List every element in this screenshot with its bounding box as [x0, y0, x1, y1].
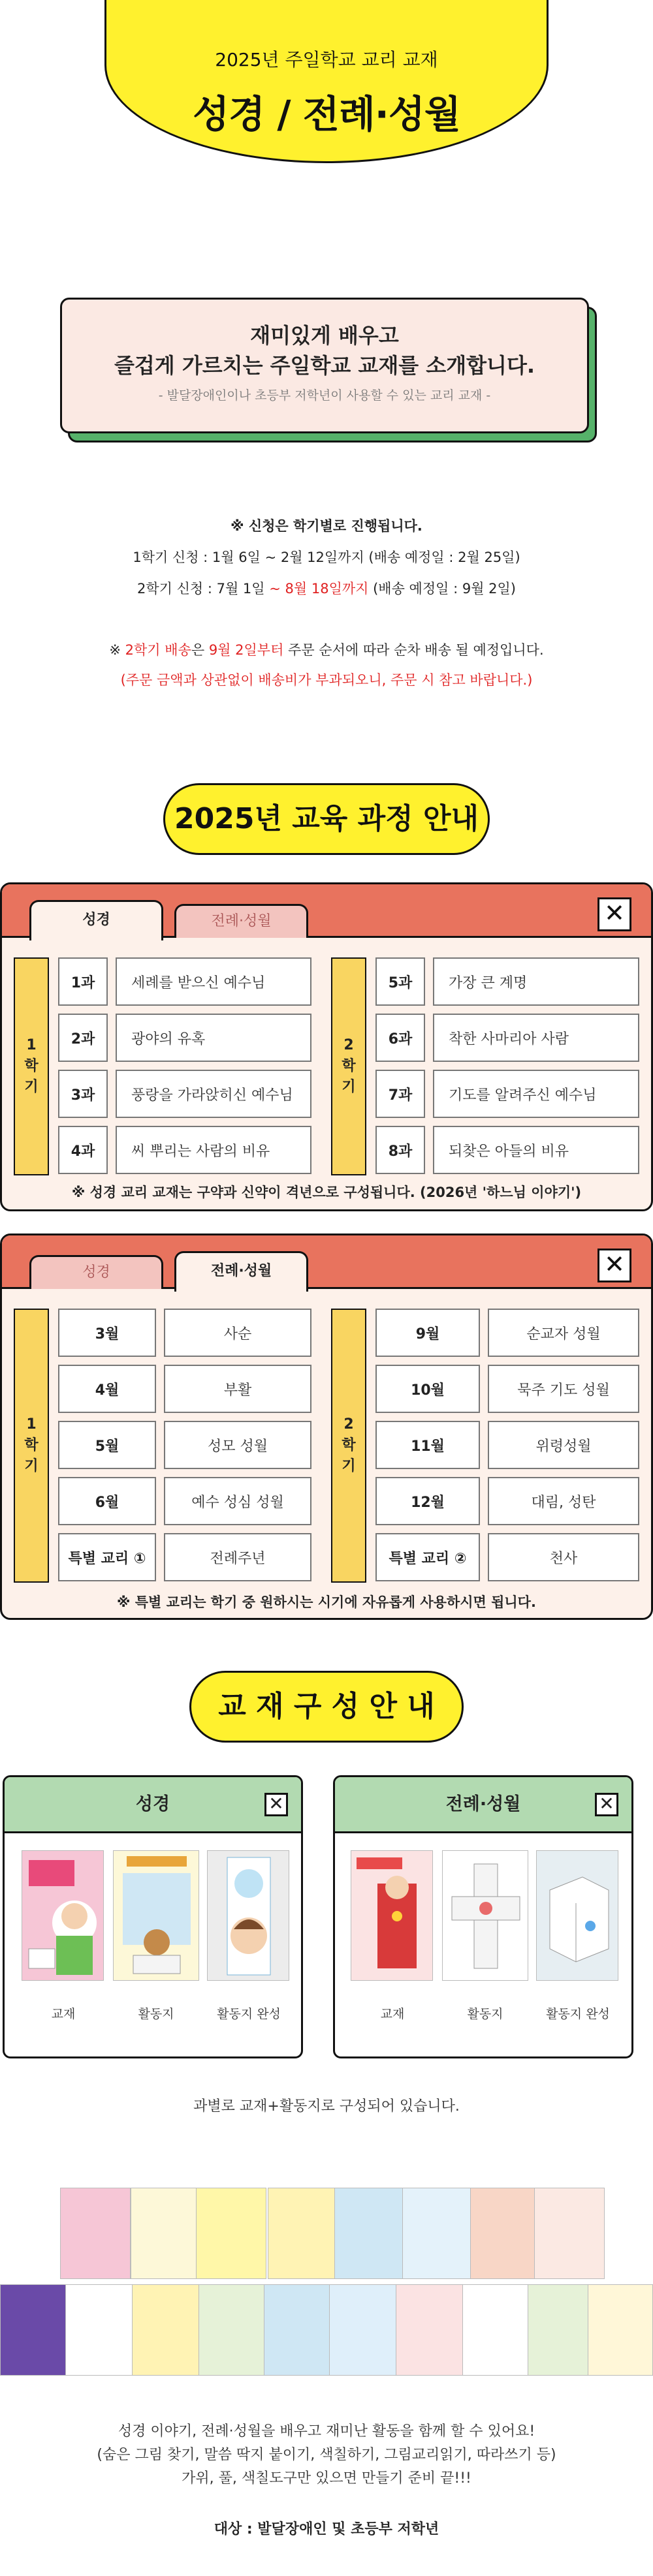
- month-topic: 성모 성월: [164, 1421, 311, 1469]
- lesson-number: 5과: [375, 957, 425, 1006]
- bible-panel: [0, 882, 653, 1211]
- lesson-title: 되찾은 아들의 비유: [433, 1126, 639, 1174]
- close-icon[interactable]: ✕: [597, 897, 631, 931]
- bible-panel-note: ※ 성경 교리 교재는 구약과 신약이 격년으로 구성됩니다. (2026년 '하느님 이야기'): [71, 1185, 582, 1200]
- material-card-liturgy: [333, 1775, 633, 2058]
- tab-bible[interactable]: 성경: [29, 1255, 163, 1289]
- liturgy-panel-note: ※ 특별 교리는 학기 중 원하시는 시기에 자유롭게 사용하시면 됩니다.: [117, 1594, 536, 1610]
- worksheet-complete-illustration: [208, 1851, 289, 1981]
- lesson-number: 3과: [58, 1070, 108, 1118]
- notice-ship-rest: 주문 순서에 따라 순차 배송 될 예정입니다.: [283, 642, 544, 658]
- lesson-title: 광야의 유혹: [116, 1014, 311, 1062]
- bottom-line-3: 가위, 풀, 색칠도구만 있으면 만들기 준비 끝!!!: [182, 2470, 471, 2487]
- material-card-bible: [3, 1775, 303, 2058]
- textbook-illustration: [22, 1851, 104, 1981]
- textbook-thumbnail: [351, 1850, 433, 1981]
- sample-sheet: [60, 2188, 131, 2279]
- lesson-title: 세례를 받으신 예수님: [116, 957, 311, 1006]
- month-topic: 사순: [164, 1309, 311, 1357]
- lesson-number: 7과: [375, 1070, 425, 1118]
- sample-sheet: [462, 2284, 533, 2376]
- notice-sem2-ship: (배송 예정일 : 9월 2일): [368, 581, 516, 597]
- sample-sheet: [196, 2188, 266, 2279]
- worksheet-illustration: [114, 1851, 199, 1981]
- material-card-title: 성경: [5, 1777, 301, 1833]
- sample-sheet: [0, 2284, 71, 2376]
- term-2-label: 2 학 기: [331, 957, 366, 1175]
- intro-line-2: 즐겁게 가르치는 주일학교 교재를 소개합니다.: [114, 353, 535, 378]
- lesson-number: 8과: [375, 1126, 425, 1174]
- month-label: 9월: [375, 1309, 480, 1357]
- lesson-title: 풍랑을 가라앉히신 예수님: [116, 1070, 311, 1118]
- sample-sheet: [264, 2284, 334, 2376]
- close-icon[interactable]: ✕: [264, 1793, 288, 1816]
- notice-ship-particle: 은: [191, 642, 209, 658]
- notice-ship-date: 9월 2일부터: [208, 642, 284, 658]
- sample-sheet: [329, 2284, 400, 2376]
- worksheet-complete-illustration: [537, 1851, 618, 1981]
- month-topic: 천사: [488, 1533, 639, 1581]
- notice-ship-mark: ※: [109, 642, 125, 658]
- sample-sheet: [268, 2188, 338, 2279]
- caption-textbook: 교재: [380, 2007, 405, 2021]
- month-label: 12월: [375, 1477, 480, 1525]
- lesson-title: 가장 큰 계명: [433, 957, 639, 1006]
- month-topic: 위령성월: [488, 1421, 639, 1469]
- sample-sheet: [65, 2284, 136, 2376]
- worksheet-illustration: [443, 1851, 528, 1981]
- sample-sheet: [132, 2284, 202, 2376]
- hero-subtitle: 2025년 주일학교 교리 교재: [215, 49, 438, 70]
- liturgy-panel: [0, 1234, 653, 1620]
- textbook-thumbnail: [22, 1850, 104, 1981]
- sample-sheet: [131, 2188, 201, 2279]
- close-icon[interactable]: ✕: [597, 1249, 631, 1282]
- hero-title: 성경 / 전례·성월: [193, 92, 460, 136]
- caption-worksheet-complete: 활동지 완성: [217, 2007, 281, 2021]
- tab-bible[interactable]: 성경: [29, 900, 163, 940]
- worksheet-complete-thumbnail: [536, 1850, 618, 1981]
- notice-fee: (주문 금액과 상관없이 배송비가 부과되오니, 주문 시 참고 바랍니다.): [120, 672, 533, 688]
- sample-sheet: [470, 2188, 541, 2279]
- month-topic: 부활: [164, 1365, 311, 1413]
- tab-liturgy[interactable]: 전례·성월: [174, 904, 308, 938]
- notice-sem2: [0, 578, 653, 598]
- month-topic: 묵주 기도 성월: [488, 1365, 639, 1413]
- notice-sem1: 1학기 신청 : 1월 6일 ~ 2월 12일까지 (배송 예정일 : 2월 25일): [133, 550, 520, 565]
- notice-sem2-deadline: ~ 8월 18일까지: [269, 581, 369, 597]
- term-2-label: 2 학 기: [331, 1309, 366, 1583]
- intro-card: [60, 298, 589, 433]
- sample-sheet: [334, 2188, 405, 2279]
- textbook-illustration: [351, 1851, 433, 1981]
- month-label: 3월: [58, 1309, 156, 1357]
- caption-textbook: 교재: [51, 2007, 76, 2021]
- month-label: 11월: [375, 1421, 480, 1469]
- caption-worksheet: 활동지: [467, 2007, 503, 2021]
- month-topic: 전례주년: [164, 1533, 311, 1581]
- sample-sheet: [396, 2284, 466, 2376]
- month-label: 특별 교리 ②: [375, 1533, 480, 1581]
- caption-worksheet-complete: 활동지 완성: [546, 2007, 610, 2021]
- intro-line-1: 재미있게 배우고: [250, 323, 399, 348]
- material-card-title: 전례·성월: [335, 1777, 631, 1833]
- term-1-label: 1 학 기: [14, 957, 49, 1175]
- lesson-number: 1과: [58, 957, 108, 1006]
- worksheet-thumbnail: [113, 1850, 199, 1981]
- close-icon[interactable]: ✕: [595, 1793, 618, 1816]
- bottom-line-2: (숨은 그림 찾기, 말씀 딱지 붙이기, 색칠하기, 그림교리읽기, 따라쓰기 등): [97, 2447, 556, 2463]
- worksheet-thumbnail: [442, 1850, 528, 1981]
- lesson-number: 4과: [58, 1126, 108, 1174]
- month-topic: 순교자 성월: [488, 1309, 639, 1357]
- month-topic: 대림, 성탄: [488, 1477, 639, 1525]
- month-label: 4월: [58, 1365, 156, 1413]
- materials-description: 과별로 교재+활동지로 구성되어 있습니다.: [193, 2098, 460, 2115]
- tab-liturgy[interactable]: 전례·성월: [174, 1251, 308, 1292]
- notice-semester: ※ 신청은 학기별로 진행됩니다.: [231, 518, 422, 534]
- lesson-number: 2과: [58, 1014, 108, 1062]
- month-label: 특별 교리 ①: [58, 1533, 156, 1581]
- lesson-number: 6과: [375, 1014, 425, 1062]
- hero-banner: [104, 0, 549, 163]
- lesson-title: 씨 뿌리는 사람의 비유: [116, 1126, 311, 1174]
- intro-line-3: - 발달장애인이나 초등부 저학년이 사용할 수 있는 교리 교재 -: [158, 388, 491, 403]
- lesson-title: 기도를 알려주신 예수님: [433, 1070, 639, 1118]
- notice-sem2-start: 2학기 신청 : 7월 1일: [137, 581, 270, 597]
- month-label: 6월: [58, 1477, 156, 1525]
- term-1-label: 1 학 기: [14, 1309, 49, 1583]
- sample-sheet: [402, 2188, 473, 2279]
- bottom-line-1: 성경 이야기, 전례·성월을 배우고 재미난 활동을 함께 할 수 있어요!: [118, 2423, 535, 2440]
- month-label: 5월: [58, 1421, 156, 1469]
- lesson-title: 착한 사마리아 사람: [433, 1014, 639, 1062]
- curriculum-pill: 2025년 교육 과정 안내: [163, 783, 490, 855]
- month-topic: 예수 성심 성월: [164, 1477, 311, 1525]
- sample-sheet: [588, 2284, 653, 2376]
- caption-worksheet: 활동지: [138, 2007, 174, 2021]
- worksheet-complete-thumbnail: [207, 1850, 289, 1981]
- sample-sheet: [534, 2188, 605, 2279]
- month-label: 10월: [375, 1365, 480, 1413]
- target-audience: 대상 : 발달장애인 및 초등부 저학년: [214, 2521, 439, 2537]
- notice-ship-sem2: 2학기 배송: [125, 642, 191, 658]
- notice-shipping: [0, 640, 653, 659]
- sample-sheet: [199, 2284, 269, 2376]
- materials-pill: 교 재 구 성 안 내: [189, 1671, 464, 1743]
